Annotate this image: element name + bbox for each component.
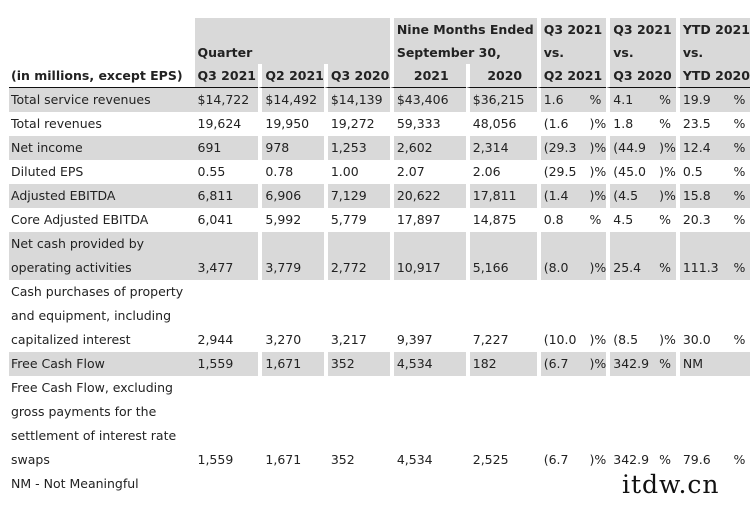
cell-ytd-2021 xyxy=(390,232,466,256)
cell-ytd-2021: 59,333 xyxy=(390,112,466,136)
change-value-3: 15.8 xyxy=(676,184,734,208)
cell-ytd-2021 xyxy=(390,424,466,448)
cell-q3-2021: 3,477 xyxy=(195,256,259,280)
cell-q2-2021 xyxy=(258,400,323,424)
cell-ytd-2020: $36,215 xyxy=(466,88,537,112)
cell-q2-2021: 0.78 xyxy=(258,160,323,184)
cell-q2-2021 xyxy=(258,280,323,304)
cell-q3-2020 xyxy=(324,400,390,424)
change-value-1 xyxy=(537,400,590,424)
change-value-3 xyxy=(676,304,734,328)
row-label: capitalized interest xyxy=(11,332,131,347)
change-suffix-2: )% xyxy=(659,332,676,347)
change-value-2: 4.5 xyxy=(606,208,659,232)
row-label: Core Adjusted EBITDA xyxy=(11,212,149,227)
header-row-2 xyxy=(9,41,750,64)
change-value-2 xyxy=(606,400,659,424)
change-suffix-2 xyxy=(659,424,676,448)
change-suffix-3: % xyxy=(733,256,750,280)
units-label: (in millions, except EPS) xyxy=(9,64,195,88)
change-suffix-3 xyxy=(733,424,750,448)
cell-q3-2021 xyxy=(195,280,259,304)
cell-q2-2021 xyxy=(258,304,323,328)
change-suffix-1 xyxy=(590,424,607,448)
cell-q3-2021 xyxy=(195,400,259,424)
change-value-1: (1.6 xyxy=(537,112,590,136)
cell-q3-2021 xyxy=(195,376,259,400)
col-q2-2021: Q2 2021 xyxy=(258,64,323,88)
change-value-1: (29.5 xyxy=(537,160,590,184)
cell-q3-2020: 3,217 xyxy=(324,328,390,352)
change-suffix-1: )% xyxy=(589,116,607,131)
cell-ytd-2021 xyxy=(390,376,466,400)
cmp1-base: Q2 2021 xyxy=(537,64,607,88)
change-suffix-3: % xyxy=(733,212,746,227)
change-value-1: 1.6 xyxy=(537,88,590,112)
change-value-1: 0.8 xyxy=(537,208,590,232)
change-value-2 xyxy=(606,280,659,304)
change-value-3: 23.5 xyxy=(676,112,734,136)
change-value-1: (10.0 xyxy=(537,328,590,352)
cell-ytd-2021: 9,397 xyxy=(390,328,466,352)
cmp3-heading: YTD 2021 xyxy=(676,18,750,41)
cell-q2-2021: 5,992 xyxy=(258,208,323,232)
change-value-1 xyxy=(537,424,590,448)
change-suffix-3: % xyxy=(733,136,750,160)
header-row-3 xyxy=(9,64,750,88)
change-suffix-2: )% xyxy=(659,164,676,179)
cell-q3-2020 xyxy=(324,232,390,256)
change-suffix-2 xyxy=(659,280,676,304)
change-value-3: 30.0 xyxy=(676,328,734,352)
cell-q3-2020 xyxy=(324,376,390,400)
table-row xyxy=(9,424,750,448)
cell-q2-2021: 3,779 xyxy=(258,256,323,280)
cell-ytd-2021: 4,534 xyxy=(390,352,466,376)
table-row xyxy=(9,448,750,472)
cell-q3-2020: 352 xyxy=(324,352,390,376)
change-suffix-2 xyxy=(659,376,676,400)
row-label: Adjusted EBITDA xyxy=(9,184,195,208)
cell-q3-2021 xyxy=(195,424,259,448)
change-value-2 xyxy=(606,304,659,328)
cmp1-vs: vs. xyxy=(537,41,607,64)
cell-q3-2021: $14,722 xyxy=(195,88,259,112)
table-row xyxy=(9,232,750,256)
change-suffix-2: % xyxy=(659,88,676,112)
cell-q2-2021: 19,950 xyxy=(258,112,323,136)
change-suffix-1: % xyxy=(590,88,607,112)
cell-q3-2020: 19,272 xyxy=(324,112,390,136)
change-value-3 xyxy=(676,232,734,256)
cell-ytd-2020: 48,056 xyxy=(466,112,537,136)
row-label: Free Cash Flow, excluding xyxy=(11,380,173,395)
change-value-3 xyxy=(676,424,734,448)
change-value-3: 79.6 xyxy=(676,448,734,472)
change-suffix-2: )% xyxy=(659,184,676,208)
row-label: Cash purchases of property xyxy=(11,284,184,299)
cell-q3-2021 xyxy=(195,304,259,328)
col-q3-2021: Q3 2021 xyxy=(195,64,259,88)
row-label: Total revenues xyxy=(11,116,102,131)
change-value-2: (4.5 xyxy=(606,184,659,208)
change-value-3: 19.9 xyxy=(676,88,734,112)
table-row xyxy=(9,280,750,304)
header-row-1 xyxy=(9,18,750,41)
change-suffix-1: )% xyxy=(590,136,607,160)
change-suffix-3 xyxy=(733,304,750,328)
cell-q3-2020: 352 xyxy=(324,448,390,472)
change-value-3 xyxy=(676,280,734,304)
quarter-heading: Quarter xyxy=(195,41,390,64)
change-value-1: (6.7 xyxy=(537,448,590,472)
change-suffix-3 xyxy=(733,232,750,256)
cmp2-base: Q3 2020 xyxy=(606,64,676,88)
cell-ytd-2020 xyxy=(466,424,537,448)
change-suffix-2: % xyxy=(659,212,671,227)
footnote: NM - Not Meaningful xyxy=(11,476,139,491)
col-2020: 2020 xyxy=(466,64,537,88)
change-suffix-1 xyxy=(590,232,607,256)
change-value-1: (1.4 xyxy=(537,184,590,208)
change-suffix-1: % xyxy=(589,212,602,227)
row-label: swaps xyxy=(11,452,50,467)
change-suffix-3: % xyxy=(733,116,746,131)
change-value-3: 111.3 xyxy=(676,256,734,280)
change-suffix-3 xyxy=(733,400,750,424)
table-row xyxy=(9,328,750,352)
change-value-2 xyxy=(606,376,659,400)
change-value-1 xyxy=(537,304,590,328)
row-label: operating activities xyxy=(9,256,195,280)
table-row xyxy=(9,208,750,232)
row-label: Free Cash Flow xyxy=(9,352,195,376)
change-value-2: 342.9 xyxy=(606,352,659,376)
change-suffix-2: % xyxy=(659,116,671,131)
row-label: Total service revenues xyxy=(9,88,195,112)
table-row xyxy=(9,352,750,376)
row-label: settlement of interest rate xyxy=(11,428,177,443)
change-value-2: (45.0 xyxy=(606,160,659,184)
table-row xyxy=(9,160,750,184)
cell-q2-2021 xyxy=(258,424,323,448)
cell-q3-2021: 19,624 xyxy=(197,116,242,131)
cell-ytd-2020 xyxy=(466,280,537,304)
row-label: Net cash provided by xyxy=(9,232,195,256)
cell-q3-2020: 1,253 xyxy=(324,136,390,160)
cell-ytd-2020: 17,811 xyxy=(466,184,537,208)
col-q3-2020: Q3 2020 xyxy=(324,64,390,88)
cell-q2-2021: 1,671 xyxy=(258,448,323,472)
cell-q2-2021: 978 xyxy=(258,136,323,160)
cell-q3-2021: 691 xyxy=(195,136,259,160)
cell-ytd-2020: 182 xyxy=(466,352,537,376)
table-row xyxy=(9,136,750,160)
cell-ytd-2021 xyxy=(390,400,466,424)
table-row xyxy=(9,184,750,208)
change-value-3 xyxy=(676,400,734,424)
cell-q3-2020 xyxy=(324,424,390,448)
cell-ytd-2021 xyxy=(390,280,466,304)
cell-ytd-2021 xyxy=(390,304,466,328)
table-row xyxy=(9,376,750,400)
cell-ytd-2020 xyxy=(466,400,537,424)
cell-ytd-2020: 2.06 xyxy=(466,160,537,184)
nine-months-subheading: September 30, xyxy=(390,41,537,64)
cell-q3-2020: 2,772 xyxy=(324,256,390,280)
nine-months-heading: Nine Months Ended xyxy=(390,18,537,41)
change-suffix-3 xyxy=(733,376,750,400)
cell-ytd-2020: 5,166 xyxy=(466,256,537,280)
col-2021: 2021 xyxy=(390,64,466,88)
change-suffix-1: )% xyxy=(589,164,607,179)
change-value-1 xyxy=(537,232,590,256)
cmp2-vs: vs. xyxy=(606,41,676,64)
cell-q3-2021: 2,944 xyxy=(197,332,234,347)
change-suffix-3: % xyxy=(733,88,750,112)
change-value-3: NM xyxy=(676,352,734,376)
table-row xyxy=(9,256,750,280)
change-suffix-1: )% xyxy=(590,352,607,376)
change-suffix-1: )% xyxy=(590,256,607,280)
change-value-2: 1.8 xyxy=(606,112,659,136)
change-value-2: (44.9 xyxy=(606,136,659,160)
cell-ytd-2021: $43,406 xyxy=(390,88,466,112)
cell-q2-2021: 3,270 xyxy=(258,328,323,352)
cell-ytd-2020: 2,525 xyxy=(466,448,537,472)
change-value-3: 20.3 xyxy=(676,208,734,232)
table-row xyxy=(9,112,750,136)
change-value-1: (6.7 xyxy=(537,352,590,376)
change-suffix-2: % xyxy=(659,256,676,280)
row-label: gross payments for the xyxy=(11,404,157,419)
cell-q2-2021: $14,492 xyxy=(258,88,323,112)
cell-q3-2021: 1,559 xyxy=(197,452,234,467)
cmp3-vs: vs. xyxy=(676,41,750,64)
table-row xyxy=(9,88,750,112)
change-value-1 xyxy=(537,280,590,304)
cell-ytd-2021: 2.07 xyxy=(390,160,466,184)
cell-ytd-2021: 4,534 xyxy=(390,448,466,472)
cell-q3-2020: 5,779 xyxy=(324,208,390,232)
change-value-2 xyxy=(606,424,659,448)
watermark-text: itdw.cn xyxy=(622,470,720,499)
cmp3-base: YTD 2020 xyxy=(676,64,750,88)
cell-q3-2021: 6,811 xyxy=(195,184,259,208)
change-value-2: 25.4 xyxy=(606,256,659,280)
cell-q3-2020: $14,139 xyxy=(324,88,390,112)
financial-summary-table xyxy=(9,18,750,496)
change-suffix-1 xyxy=(590,280,607,304)
cell-q2-2021: 1,671 xyxy=(258,352,323,376)
change-value-3: 12.4 xyxy=(676,136,734,160)
change-value-1: (8.0 xyxy=(537,256,590,280)
cell-q3-2021: 1,559 xyxy=(195,352,259,376)
cell-ytd-2020: 2,314 xyxy=(466,136,537,160)
cell-ytd-2020: 7,227 xyxy=(466,328,537,352)
change-value-2: 342.9 xyxy=(606,448,659,472)
change-value-1: (29.3 xyxy=(537,136,590,160)
cell-q3-2021: 0.55 xyxy=(197,164,226,179)
cell-q3-2020 xyxy=(324,304,390,328)
cell-ytd-2021: 10,917 xyxy=(390,256,466,280)
cell-ytd-2021: 2,602 xyxy=(390,136,466,160)
change-value-3 xyxy=(676,376,734,400)
change-value-2 xyxy=(606,232,659,256)
cell-q2-2021: 6,906 xyxy=(258,184,323,208)
cell-q3-2020 xyxy=(324,280,390,304)
cmp2-heading: Q3 2021 xyxy=(606,18,676,41)
change-suffix-2 xyxy=(659,400,676,424)
change-suffix-3: % xyxy=(733,332,746,347)
row-label: Net income xyxy=(9,136,195,160)
table-row xyxy=(9,400,750,424)
row-label: and equipment, including xyxy=(11,308,172,323)
change-suffix-1 xyxy=(590,400,607,424)
change-suffix-1: )% xyxy=(590,184,607,208)
change-suffix-2: % xyxy=(659,452,671,467)
cell-ytd-2020: 14,875 xyxy=(466,208,537,232)
change-suffix-2: % xyxy=(659,352,676,376)
cell-ytd-2021: 17,897 xyxy=(390,208,466,232)
change-suffix-2 xyxy=(659,232,676,256)
cell-ytd-2020 xyxy=(466,376,537,400)
cell-q3-2021 xyxy=(195,232,259,256)
change-suffix-3 xyxy=(733,352,750,376)
table-row xyxy=(9,304,750,328)
cell-q3-2020: 1.00 xyxy=(324,160,390,184)
cmp1-heading: Q3 2021 xyxy=(537,18,607,41)
change-suffix-3: % xyxy=(733,184,750,208)
cell-ytd-2021: 20,622 xyxy=(390,184,466,208)
cell-ytd-2020 xyxy=(466,304,537,328)
change-suffix-3: % xyxy=(733,452,746,467)
cell-q3-2021: 6,041 xyxy=(197,212,234,227)
change-suffix-1: )% xyxy=(589,452,607,467)
change-suffix-3: % xyxy=(733,164,746,179)
change-value-1 xyxy=(537,376,590,400)
change-value-3: 0.5 xyxy=(676,160,734,184)
change-suffix-2: )% xyxy=(659,136,676,160)
change-suffix-1: )% xyxy=(589,332,607,347)
change-value-2: 4.1 xyxy=(606,88,659,112)
cell-q3-2020: 7,129 xyxy=(324,184,390,208)
change-suffix-3 xyxy=(733,280,750,304)
change-value-2: (8.5 xyxy=(606,328,659,352)
change-suffix-1 xyxy=(590,304,607,328)
change-suffix-2 xyxy=(659,304,676,328)
cell-q2-2021 xyxy=(258,232,323,256)
change-suffix-1 xyxy=(590,376,607,400)
cell-ytd-2020 xyxy=(466,232,537,256)
row-label: Diluted EPS xyxy=(11,164,84,179)
cell-q2-2021 xyxy=(258,376,323,400)
